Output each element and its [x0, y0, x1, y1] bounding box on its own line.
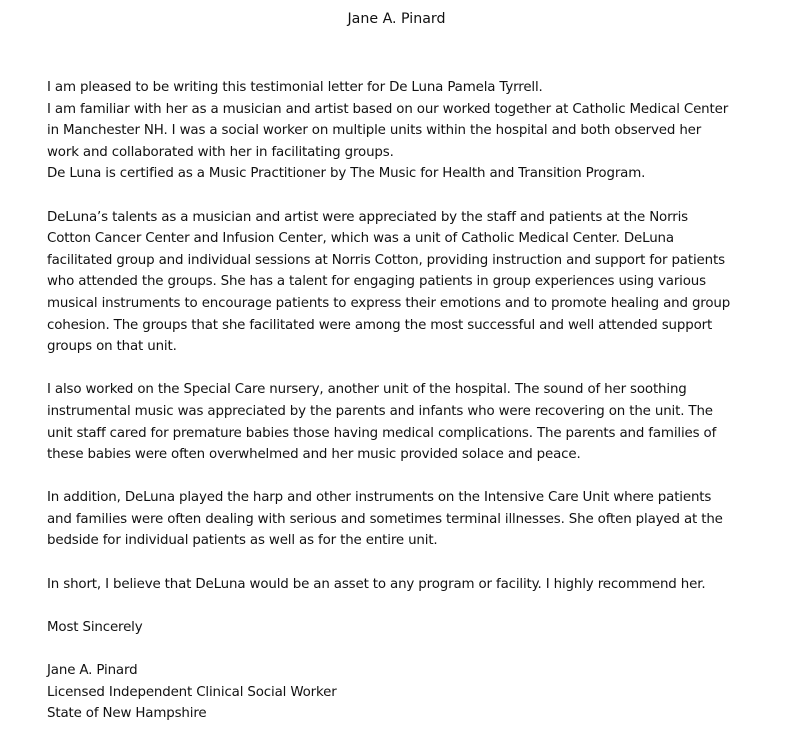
paragraph-cancer-center [47, 207, 787, 358]
paragraph-line: work and collaborated with her in facilitating groups. [47, 144, 394, 160]
paragraph-line: and families were often dealing with serious and sometimes terminal illnesses. She often played at the [47, 511, 723, 527]
paragraph-intro [47, 77, 787, 185]
paragraph-line: groups on that unit. [47, 339, 177, 355]
paragraph-line: who attended the groups. She has a talent for engaging patients in group experiences using various [47, 274, 706, 290]
paragraph-intensive-care [47, 487, 787, 552]
paragraph-line: In addition, DeLuna played the harp and other instruments on the Intensive Care Unit where patients [47, 490, 712, 506]
paragraph-spacer [47, 638, 787, 660]
paragraph-line: De Luna is certified as a Music Practitioner by The Music for Health and Transition Program. [47, 166, 646, 182]
paragraph-line: unit staff cared for premature babies those having medical complications. The parents and families of [47, 425, 717, 441]
paragraph-line: I am familiar with her as a musician and artist based on our worked together at Catholic Medical Center [47, 101, 729, 117]
paragraph-line: facilitated group and individual sessions at Norris Cotton, providing instruction and support for patients [47, 252, 725, 268]
paragraph-line: Cotton Cancer Center and Infusion Center, which was a unit of Catholic Medical Center. DeLuna [47, 231, 674, 247]
paragraph-spacer [47, 595, 787, 617]
signature-title: Licensed Independent Clinical Social Worker [47, 684, 337, 700]
paragraph-line: In short, I believe that DeLuna would be an asset to any program or facility. I highly recommend her. [47, 576, 706, 592]
paragraph-line: in Manchester NH. I was a social worker on multiple units within the hospital and both observed her [47, 123, 702, 139]
paragraph-line: musical instruments to encourage patients to express their emotions and to promote healing and group [47, 295, 731, 311]
signature-name: Jane A. Pinard [47, 663, 138, 679]
paragraph-line: bedside for individual patients as well as for the entire unit. [47, 533, 438, 549]
letterhead-name: Jane A. Pinard [347, 11, 446, 27]
paragraph-spacer [47, 185, 787, 207]
paragraph-line: I also worked on the Special Care nursery, another unit of the hospital. The sound of her soothing [47, 382, 687, 398]
signature-location: State of New Hampshire [47, 706, 207, 722]
paragraph-line: I am pleased to be writing this testimonial letter for De Luna Pamela Tyrrell. [47, 80, 543, 95]
paragraph-line: instrumental music was appreciated by the parents and infants who were recovering on the unit. The [47, 403, 713, 419]
paragraph-line: DeLuna’s talents as a musician and artist were appreciated by the staff and patients at the Norris [47, 209, 688, 225]
paragraph-spacer [47, 358, 787, 380]
paragraph-line: cohesion. The groups that she facilitated were among the most successful and well attended support [47, 317, 713, 333]
paragraph-spacer [47, 552, 787, 574]
signature-block [47, 660, 787, 725]
letter-body [47, 77, 787, 725]
paragraph-recommendation [47, 574, 787, 596]
closing-salutation: Most Sincerely [47, 619, 143, 635]
paragraph-line: these babies were often overwhelmed and her music provided solace and peace. [47, 447, 581, 463]
paragraph-spacer [47, 466, 787, 488]
paragraph-special-care [47, 379, 787, 465]
